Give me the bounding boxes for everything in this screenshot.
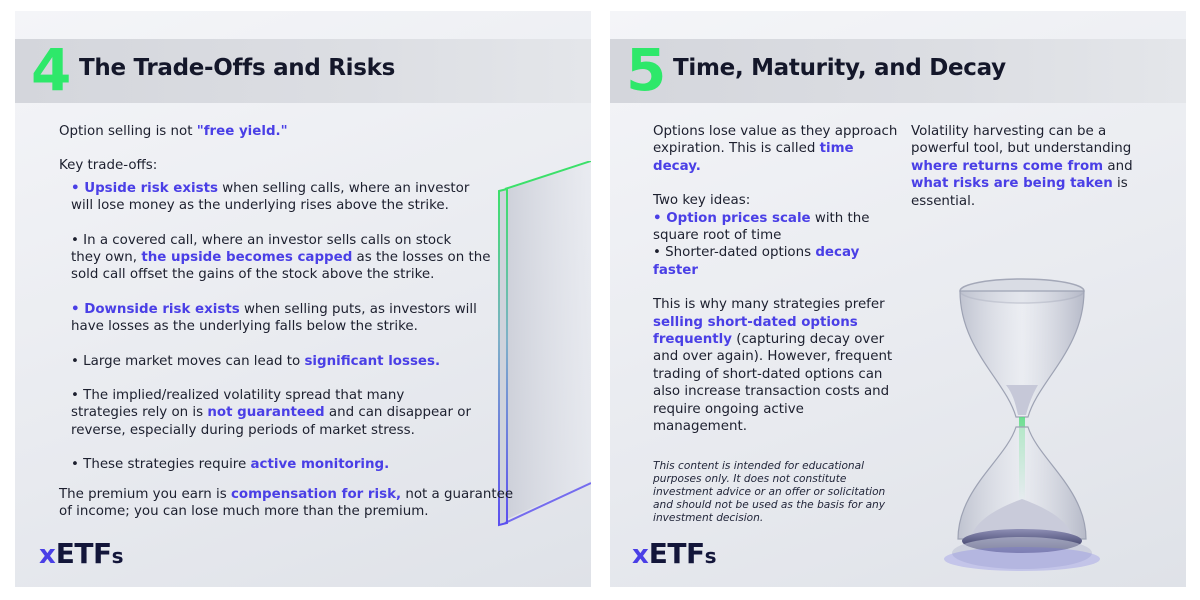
bullet-market-moves [59, 353, 489, 370]
bullet-monitoring [59, 456, 489, 473]
vol-line-3 [911, 158, 1171, 175]
disclaimer-line-5: investment decision. [653, 512, 764, 524]
bullet-upside-line-2: will lose money as the underlying rises above the strike. [71, 198, 449, 214]
p3-line-3 [653, 331, 893, 348]
brand-logo [632, 537, 717, 570]
p3-text: (capturing decay over [731, 332, 885, 348]
disclaimer-line-4: and should not be used as the basis for any [653, 499, 886, 511]
glass-panel-illustration [485, 161, 591, 541]
bullet-downside-text: when selling puts, as investors will [239, 301, 477, 317]
bullet-upside-line-1 [59, 180, 489, 197]
bullet-volatility-line-1: • The implied/realized volatility spread that many [71, 388, 405, 404]
bullet-market-moves-highlight: significant losses. [304, 353, 441, 369]
logo-s: s [704, 544, 717, 568]
idea-1-text: with the [810, 210, 870, 226]
p3-line-6: also increase transaction costs and [653, 384, 890, 400]
bullet-covered-call-line-3: sold call offset the gains of the stock above the strike. [71, 267, 435, 283]
disclaimer-line-3: investment advice or an offer or solicitation [653, 486, 886, 498]
idea-2-line-2: faster [653, 262, 698, 278]
bullet-downside-highlight: • Downside risk exists [71, 301, 240, 317]
vol-text-1: and [1103, 158, 1133, 174]
p3-line-1: This is why many strategies prefer [653, 297, 885, 313]
bullet-upside-text: when selling calls, where an investor [217, 180, 470, 196]
idea-2-highlight: decay [815, 245, 860, 261]
p3-line-2: selling short-dated options [653, 314, 858, 330]
panel-time-decay [610, 11, 1186, 587]
hourglass-illustration [936, 269, 1108, 575]
idea-2-text: • Shorter-dated options [653, 245, 816, 261]
closing-text: The premium you earn is [59, 486, 231, 502]
bullet-covered-call-line-1: • In a covered call, where an investor sells calls on stock [71, 232, 452, 248]
closing-line-1 [59, 486, 514, 503]
disclaimer [653, 460, 913, 525]
closing-text-2: not a guarantee [401, 486, 514, 502]
idea-2-line-1 [653, 244, 893, 261]
bullet-downside-line-1 [59, 301, 489, 318]
bullet-volatility-text-2: and can disappear or [324, 405, 471, 421]
intro-text: Option selling is not [59, 124, 197, 139]
idea-1-line-1 [653, 210, 893, 227]
bullet-volatility-line-3: reverse, especially during periods of market stress. [71, 422, 415, 438]
section-number: 5 [626, 36, 665, 104]
bullet-market-moves-text: • Large market moves can lead to [71, 353, 305, 369]
bullet-volatility-text: strategies rely on is [71, 405, 208, 421]
trade-offs-body [59, 123, 514, 521]
disclaimer-line-1: This content is intended for educational [653, 460, 865, 472]
vol-highlight-2: what risks are being taken [911, 176, 1113, 192]
section-title: Time, Maturity, and Decay [673, 55, 1006, 81]
intro-line [59, 123, 489, 140]
p3-line-4: and over again). However, frequent [653, 349, 893, 365]
p3-line-5: trading of short-dated options can [653, 366, 883, 382]
disclaimer-line-2: purposes only. It does not constitute [653, 473, 847, 485]
p3-highlight: frequently [653, 332, 732, 348]
idea-1-highlight: • Option prices scale [653, 210, 811, 226]
p1-highlight: time [819, 141, 854, 157]
closing-line-2: of income; you can lose much more than the premium. [59, 504, 429, 520]
bullet-covered-call-text: they own, [71, 250, 142, 266]
logo-x: x [632, 540, 649, 570]
trade-offs-heading: Key trade-offs: [59, 158, 158, 174]
volatility-note [911, 123, 1171, 210]
bullet-downside-line-2: have losses as the underlying falls below the strike. [71, 319, 418, 335]
section-title: The Trade-Offs and Risks [79, 55, 396, 81]
vol-line-1: Volatility harvesting can be a [911, 124, 1107, 139]
logo-x: x [39, 540, 56, 570]
p1-line-2 [653, 140, 893, 157]
brand-logo [39, 537, 124, 570]
decay-body [653, 123, 898, 436]
panel-trade-offs [15, 11, 591, 587]
vol-highlight-1: where returns come from [911, 158, 1104, 174]
vol-text-2: is [1112, 176, 1128, 192]
intro-highlight: "free yield." [196, 124, 288, 139]
p3-line-8: management. [653, 419, 747, 435]
vol-line-2: powerful tool, but understanding [911, 141, 1132, 157]
logo-s: s [111, 544, 124, 568]
bullet-volatility-highlight: not guaranteed [207, 405, 325, 421]
vol-line-5: essential. [911, 193, 976, 209]
section-number: 4 [31, 36, 70, 104]
idea-1-line-2: square root of time [653, 228, 782, 244]
p1-line-1: Options lose value as they approach [653, 124, 898, 139]
bullet-covered-call-highlight: the upside becomes capped [141, 250, 353, 266]
p3-line-7: require ongoing active [653, 401, 804, 417]
bullet-upside-highlight: • Upside risk exists [71, 180, 218, 196]
bullet-volatility-line-2 [59, 404, 489, 421]
p1-text: expiration. This is called [653, 141, 820, 157]
closing-highlight: compensation for risk, [230, 486, 402, 502]
p1-line-3: decay. [653, 158, 701, 174]
bullet-covered-call-line-2 [59, 249, 489, 266]
bullet-monitoring-highlight: active monitoring. [250, 457, 390, 473]
bullet-monitoring-text: • These strategies require [71, 457, 251, 473]
logo-etf: ETF [55, 537, 112, 570]
bullet-covered-call-text-2: as the losses on the [352, 250, 491, 266]
logo-etf: ETF [648, 537, 705, 570]
ideas-heading: Two key ideas: [653, 193, 751, 209]
vol-line-4 [911, 175, 1171, 192]
